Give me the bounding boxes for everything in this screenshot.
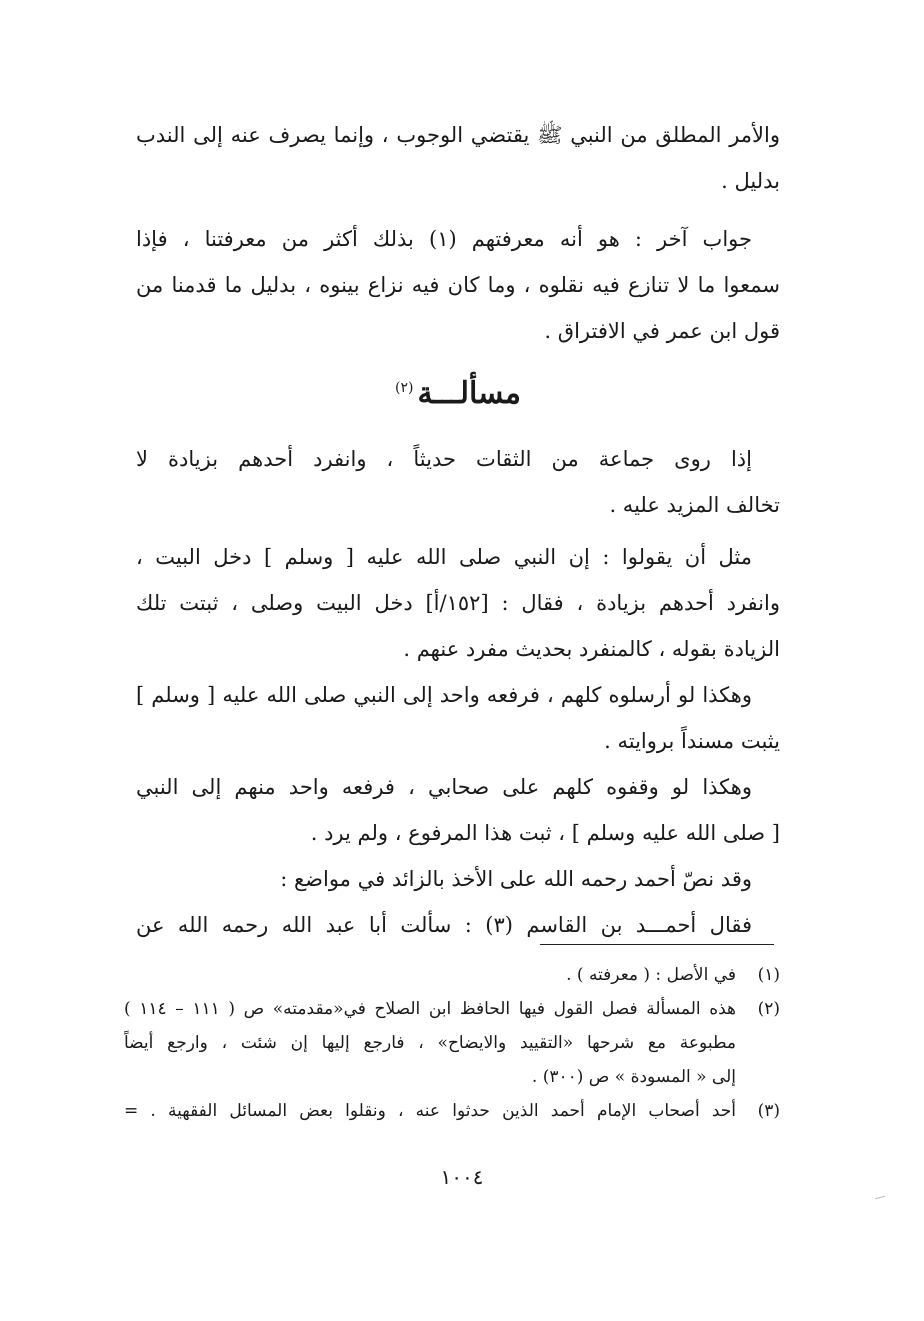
footnote-line: هذه المسألة فصل القول فيها الحافظ ابن الصلاح في«مقدمته» ص ( ١١١ – ١١٤ ) <box>124 999 737 1019</box>
footnote-line: مطبوعة مع شرحها «التقييد والايضاح» ، فارجع إليها إن شئت ، وارجع أيضاً <box>124 1033 736 1053</box>
footnote-body <box>124 958 736 992</box>
heading-footnote-ref: (٢) <box>394 380 414 396</box>
page-number: ١٠٠٤ <box>440 1165 484 1189</box>
text-line: [ صلى الله عليه وسلم ] ، ثبت هذا المرفوع ، ولم يرد . <box>310 821 780 845</box>
text-line: سمعوا ما لا تنازع فيه نقلوه ، وما كان فيه نزاع بينوه ، بدليل ما قدمنا من <box>136 273 780 297</box>
text-line: جواب آخر : هو أنه معرفتهم (١) بذلك أكثر من معرفتنا ، فإذا <box>136 227 752 251</box>
text-line: وهكذا لو وقفوه كلهم على صحابي ، فرفعه واحد منهم إلى النبي <box>136 775 752 799</box>
text-line: إذا روى جماعة من الثقات حديثاً ، وانفرد أحدهم بزيادة لا <box>136 447 752 471</box>
footnote-separator <box>540 944 774 945</box>
text-line: بدليل . <box>721 169 780 193</box>
footnote-2 <box>124 992 780 1094</box>
scan-mark <box>875 1196 885 1200</box>
footnote-number: (٢) <box>757 999 780 1019</box>
text-line: فقال أحمـــد بن القاسم (٣) : سألت أبا عبد الله رحمه الله عن <box>136 913 752 937</box>
footnote-body <box>124 1094 736 1128</box>
main-text-bottom <box>136 436 780 948</box>
footnotes <box>124 958 780 1128</box>
paragraph-2 <box>136 216 780 354</box>
text-line: تخالف المزيد عليه . <box>609 493 780 517</box>
text-line: قول ابن عمر في الافتراق . <box>544 319 780 343</box>
paragraph-3 <box>136 436 780 528</box>
text-line: والأمر المطلق من النبي ﷺ يقتضي الوجوب ، وإنما يصرف عنه إلى الندب <box>136 123 780 147</box>
footnote-line: في الأصل : ( معرفته ) . <box>566 965 736 985</box>
section-heading <box>136 360 780 416</box>
paragraph-5 <box>136 672 780 764</box>
paragraph-7 <box>136 856 780 902</box>
main-text-top <box>136 112 780 354</box>
footnote-line: إلى « المسودة » ص (٣٠٠) . <box>531 1067 736 1087</box>
text-line: وانفرد أحدهم بزيادة ، فقال : [١٥٢/أ] دخل البيت وصلى ، ثبتت تلك <box>136 591 781 615</box>
text-line: مثل أن يقولوا : إن النبي صلى الله عليه [ وسلم ] دخل البيت ، <box>136 545 752 569</box>
paragraph-1 <box>136 112 780 204</box>
heading-title: مسألـــة <box>417 376 522 411</box>
text-line: وقد نصّ أحمد رحمه الله على الأخذ بالزائد في مواضع : <box>280 867 752 891</box>
footnote-line: أحد أصحاب الإمام أحمد الذين حدثوا عنه ، ونقلوا بعض المسائل الفقهية . = <box>124 1101 736 1121</box>
footnote-1 <box>124 958 780 992</box>
footnote-number: (٣) <box>757 1101 780 1121</box>
paragraph-8 <box>136 902 780 948</box>
text-line: وهكذا لو أرسلوه كلهم ، فرفعه واحد إلى النبي صلى الله عليه [ وسلم ] <box>136 683 752 707</box>
text-line: يثبت مسنداً بروايته . <box>604 729 780 753</box>
footnote-number: (١) <box>757 965 780 985</box>
footnote-body <box>124 992 736 1094</box>
paragraph-4 <box>136 534 780 672</box>
footnote-3 <box>124 1094 780 1128</box>
text-line: الزيادة بقوله ، كالمنفرد بحديث مفرد عنهم . <box>403 637 780 661</box>
paragraph-6 <box>136 764 780 856</box>
